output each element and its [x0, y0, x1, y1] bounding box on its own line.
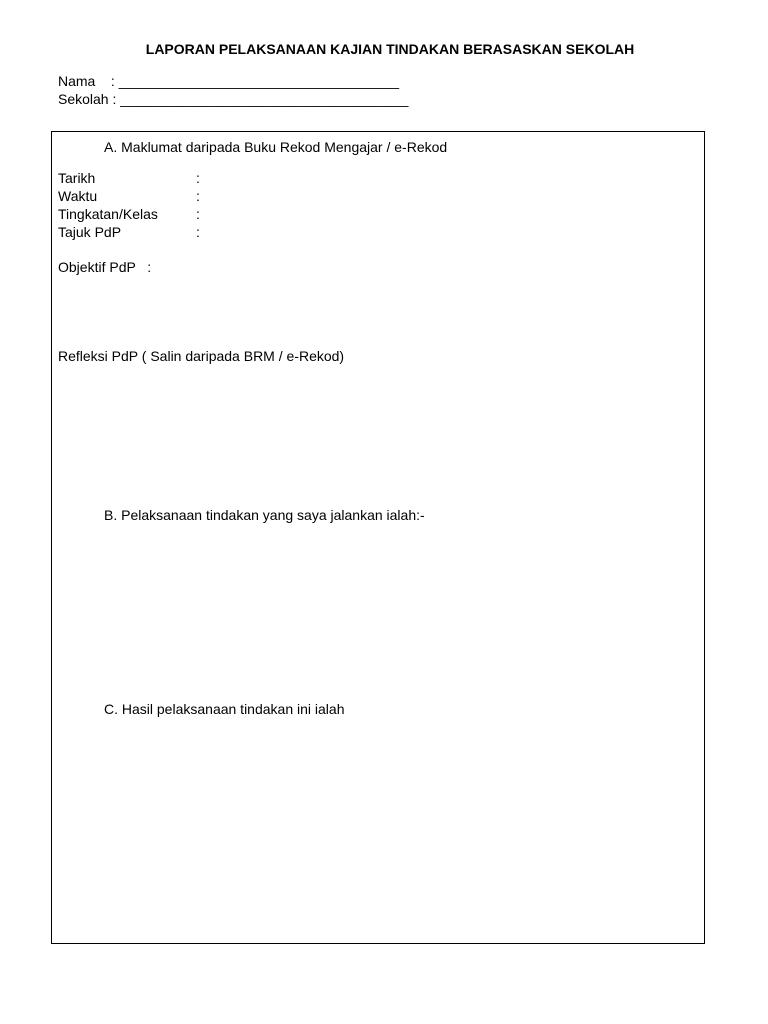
sekolah-field — [58, 91, 408, 108]
refleksi-pdp-label: Refleksi PdP ( Salin daripada BRM / e-Rekod) — [58, 348, 345, 364]
sekolah-blank-line[interactable]: _____________________________________ — [120, 91, 409, 107]
section-a-heading: A. Maklumat daripada Buku Rekod Mengajar / e-Rekod — [104, 139, 448, 155]
nama-blank-line[interactable]: ____________________________________ — [118, 73, 399, 89]
tarikh-colon: : — [196, 170, 200, 186]
sekolah-label: Sekolah : — [58, 91, 117, 107]
nama-field — [58, 73, 399, 90]
tingkatan-kelas-label: Tingkatan/Kelas — [58, 206, 158, 222]
report-form-box — [51, 131, 705, 944]
waktu-label: Waktu — [58, 188, 98, 204]
report-title: LAPORAN PELAKSANAAN KAJIAN TINDAKAN BERASASKAN SEKOLAH — [145, 41, 635, 57]
nama-label: Nama : — [58, 73, 115, 89]
tajuk-pdp-colon: : — [196, 224, 200, 240]
objektif-pdp-label: Objektif PdP : — [58, 259, 152, 275]
section-c-heading: C. Hasil pelaksanaan tindakan ini ialah — [104, 701, 345, 717]
section-b-heading: B. Pelaksanaan tindakan yang saya jalankan ialah:- — [104, 507, 425, 523]
tajuk-pdp-label: Tajuk PdP — [58, 224, 122, 240]
tingkatan-kelas-colon: : — [196, 206, 200, 222]
tarikh-label: Tarikh — [58, 170, 96, 186]
waktu-colon: : — [196, 188, 200, 204]
